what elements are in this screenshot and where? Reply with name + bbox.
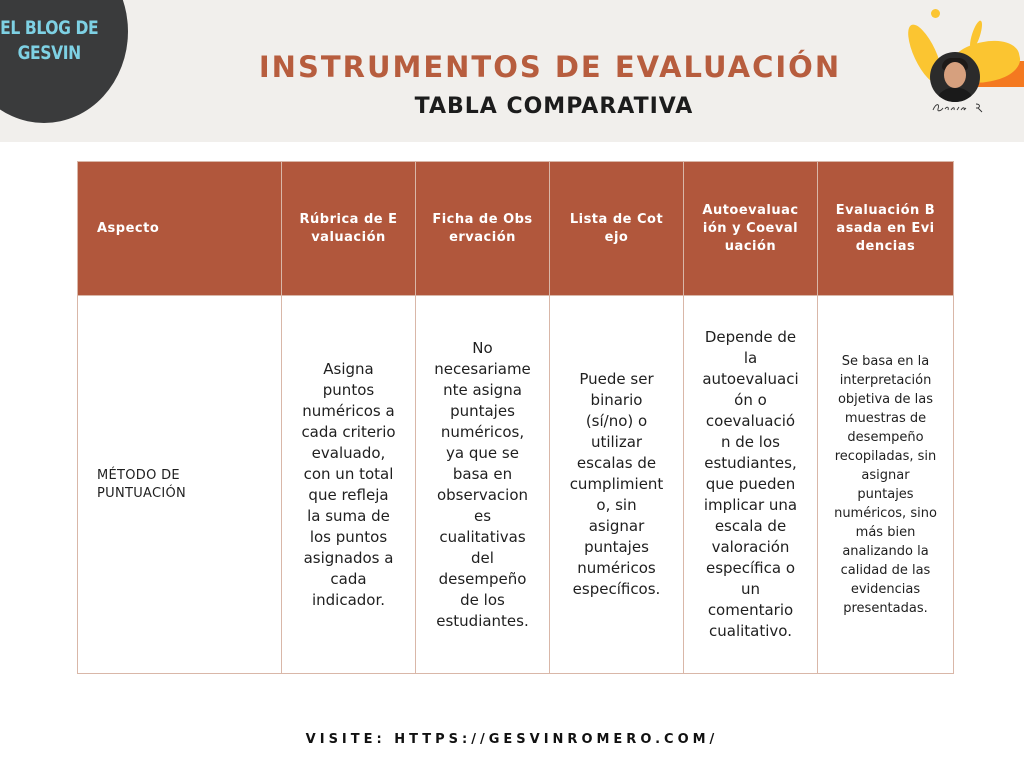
column-header: Evaluación Basada en Evidencias xyxy=(818,162,954,296)
table-cell: Se basa en la interpretación objetiva de las muestras de desempeño recopiladas, sin asignar puntajes numéricos, sino más bien analizando la calidad de las evidencias presentadas. xyxy=(818,296,954,674)
blog-logo-text[interactable]: EL BLOG DE GESVIN xyxy=(0,17,99,64)
column-header: Autoevaluación y Coevaluación xyxy=(684,162,818,296)
table-cell: Asigna puntos numéricos a cada criterio evaluado, con un total que refleja la suma de los puntos asignados a cada indicador. xyxy=(282,296,416,674)
column-header: Aspecto xyxy=(78,162,282,296)
row-aspect-label: MÉTODO DE PUNTUACIÓN xyxy=(78,296,282,674)
table-cell: Depende de la autoevaluación o coevaluación de los estudiantes, que pueden implicar una escala de valoración específica o un comentario cualitativo. xyxy=(684,296,818,674)
table-header-row xyxy=(78,162,954,296)
table-cell: Puede ser binario (sí/no) o utilizar escalas de cumplimiento, sin asignar puntajes numéricos específicos. xyxy=(550,296,684,674)
column-header: Lista de Cotejo xyxy=(550,162,684,296)
footer-link[interactable]: VISITE: HTTPS://GESVINROMERO.COM/ xyxy=(305,732,719,747)
column-header: Rúbrica de Evaluación xyxy=(282,162,416,296)
author-avatar xyxy=(930,52,980,102)
table-cell: No necesariamente asigna puntajes numéricos, ya que se basa en observaciones cualitativas del desempeño de los estudiantes. xyxy=(416,296,550,674)
column-header: Ficha de Observación xyxy=(416,162,550,296)
author-signature xyxy=(930,101,990,115)
comparison-table xyxy=(77,161,954,674)
page-title: INSTRUMENTOS DE EVALUACIÓN xyxy=(258,50,842,84)
page-subtitle: TABLA COMPARATIVA xyxy=(414,94,694,119)
decorative-yellow-dot xyxy=(931,9,940,18)
table-row xyxy=(78,296,954,674)
